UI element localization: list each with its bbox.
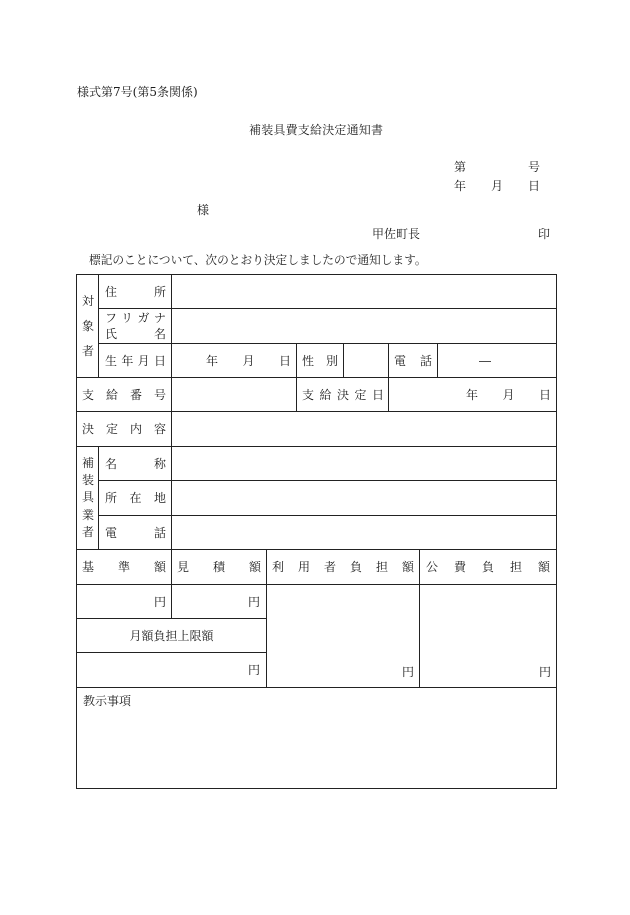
sex-label: 性別 <box>297 344 344 378</box>
decision-date-value: 年 月 日 <box>389 378 557 412</box>
row-amount-values <box>77 585 557 619</box>
seal-mark: 印 <box>538 227 551 241</box>
row-payment <box>77 378 557 412</box>
subject-group-label: 対象者 <box>77 275 99 378</box>
payment-number-value <box>172 378 297 412</box>
name-value <box>172 309 557 344</box>
furigana-label: フリガナ <box>105 311 166 325</box>
form-number: 様式第7号(第5条関係) <box>77 85 198 99</box>
name-label: 氏名 <box>105 327 166 341</box>
public-burden-unit: 円 <box>420 585 557 688</box>
row-instructions <box>77 688 557 789</box>
row-vendor-phone <box>77 516 557 550</box>
addressee-honorific: 様 <box>197 203 210 217</box>
address-value <box>172 275 557 309</box>
decision-date-label: 支給決定日 <box>297 378 389 412</box>
vendor-phone-label: 電話 <box>99 516 172 550</box>
birthdate-label: 生年月日 <box>99 344 172 378</box>
user-burden-label: 利用者負担額 <box>267 550 420 585</box>
document-title: 補装具費支給決定通知書 <box>249 123 383 137</box>
monthly-cap-label: 月額負担上限額 <box>77 619 267 653</box>
vendor-phone-value <box>172 516 557 550</box>
birthdate-value: 年 月 日 <box>172 344 297 378</box>
row-birthdate <box>77 344 557 378</box>
row-name <box>77 309 557 344</box>
vendor-name-label: 名称 <box>99 447 172 481</box>
public-burden-label: 公費負担額 <box>420 550 557 585</box>
row-amount-headers <box>77 550 557 585</box>
vendor-name-value <box>172 447 557 481</box>
issuer-name: 甲佐町長 <box>372 227 421 241</box>
phone-label: 電話 <box>389 344 438 378</box>
address-label: 住所 <box>99 275 172 309</box>
phone-value: ― <box>438 344 557 378</box>
decision-content-value <box>172 412 557 447</box>
row-address <box>77 275 557 309</box>
monthly-cap-unit: 円 <box>77 653 267 688</box>
vendor-group-label: 補装具業者 <box>77 447 99 550</box>
sex-value <box>344 344 389 378</box>
name-label-cell <box>99 309 172 344</box>
vendor-address-label: 所在地 <box>99 481 172 516</box>
estimate-amount-label: 見積額 <box>172 550 267 585</box>
instructions-label: 教示事項 <box>77 688 557 789</box>
estimate-amount-unit: 円 <box>172 585 267 619</box>
table-body <box>77 275 557 789</box>
standard-amount-unit: 円 <box>77 585 172 619</box>
notice-table <box>76 274 557 789</box>
issue-date-line: 年 月 日 <box>454 179 540 193</box>
document-number-line: 第 号 <box>454 160 540 174</box>
standard-amount-label: 基準額 <box>77 550 172 585</box>
vendor-address-value <box>172 481 557 516</box>
intro-text: 標記のことについて、次のとおり決定しましたので通知します。 <box>89 253 427 267</box>
row-vendor-name <box>77 447 557 481</box>
row-vendor-address <box>77 481 557 516</box>
row-decision-content <box>77 412 557 447</box>
user-burden-unit: 円 <box>267 585 420 688</box>
payment-number-label: 支給番号 <box>77 378 172 412</box>
decision-content-label: 決定内容 <box>77 412 172 447</box>
